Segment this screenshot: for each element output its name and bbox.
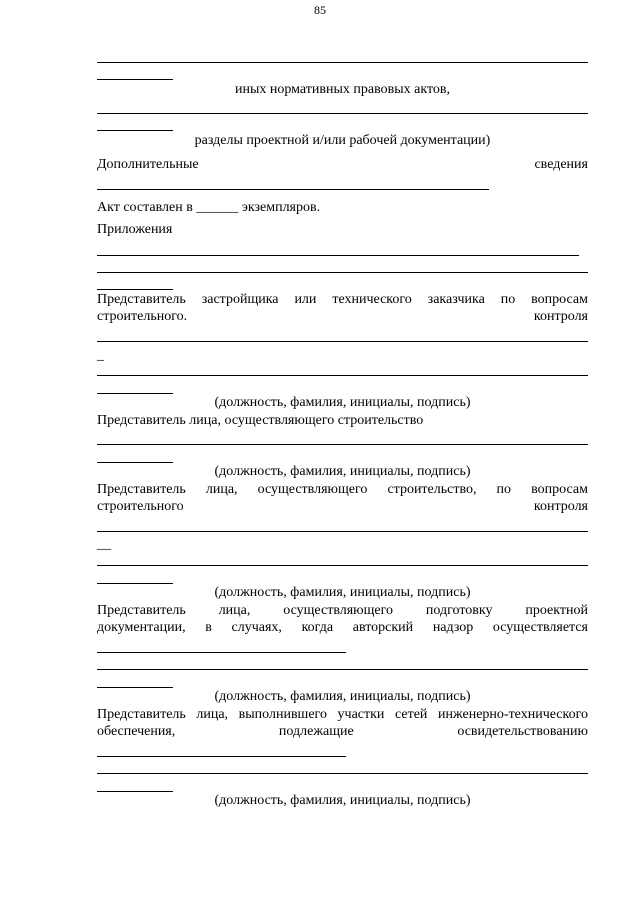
additional-blank-line xyxy=(97,189,489,190)
rep2-blank-line-short xyxy=(97,462,173,463)
word: строительного xyxy=(97,499,184,514)
word: проектной xyxy=(525,603,588,618)
attachments-blank-line xyxy=(97,255,579,256)
blank-line xyxy=(97,62,588,63)
rep5-blank-line-short xyxy=(97,791,173,792)
word: подготовку xyxy=(425,603,493,618)
word: застройщика xyxy=(201,292,279,307)
rep3-dash: __ xyxy=(97,537,111,552)
acts-caption: иных нормативных правовых актов, xyxy=(234,82,451,97)
rep5-blank-line xyxy=(97,756,346,757)
rep1-blank-line xyxy=(97,341,588,342)
rep4-sign-caption: (должность, фамилия, инициалы, подпись) xyxy=(214,689,471,704)
rep4-line1 xyxy=(97,603,588,619)
word: строительство, xyxy=(387,482,477,497)
word: Представитель xyxy=(97,292,186,307)
rep1-line2 xyxy=(97,309,588,325)
blank-line-short xyxy=(97,79,173,80)
additional-right: сведения xyxy=(534,157,588,172)
word: контроля xyxy=(533,499,588,514)
rep2-sign-caption: (должность, фамилия, инициалы, подпись) xyxy=(214,464,471,479)
word: освидетельствованию xyxy=(457,724,588,739)
rep5-blank-line xyxy=(97,773,588,774)
word: лица, xyxy=(205,482,238,497)
rep2-blank-line xyxy=(97,444,588,445)
word: лица, xyxy=(218,603,251,618)
rep3-blank-line xyxy=(97,531,588,532)
word: случаях, xyxy=(231,620,282,635)
word: по xyxy=(496,482,512,497)
rep5-line2 xyxy=(97,724,588,740)
word: осуществляющего xyxy=(283,603,394,618)
rep5-sign-caption: (должность, фамилия, инициалы, подпись) xyxy=(214,793,471,808)
rep1-sign-caption: (должность, фамилия, инициалы, подпись) xyxy=(214,395,471,410)
word: осуществляется xyxy=(492,620,588,635)
rep2-heading: Представитель лица, осуществляющего строительство xyxy=(97,413,424,428)
attachments-blank-line xyxy=(97,272,588,273)
word: документации, xyxy=(97,620,186,635)
word: Представитель xyxy=(97,482,186,497)
page-number: 85 xyxy=(314,3,326,17)
rep3-line2 xyxy=(97,499,588,515)
word: Представитель xyxy=(97,603,186,618)
word: надзор xyxy=(432,620,474,635)
rep4-line2 xyxy=(97,620,588,636)
blank-line xyxy=(97,113,588,114)
word: осуществляющего xyxy=(257,482,368,497)
word: в xyxy=(205,620,212,635)
rep3-sign-caption: (должность, фамилия, инициалы, подпись) xyxy=(214,585,471,600)
rep4-blank-line xyxy=(97,669,588,670)
rep3-line1 xyxy=(97,482,588,498)
attachments-heading: Приложения xyxy=(97,222,173,237)
word: вопросам xyxy=(531,482,588,497)
rep1-dash: _ xyxy=(97,348,104,363)
word: авторский xyxy=(352,620,414,635)
rep3-blank-line-short xyxy=(97,583,173,584)
additional-info-heading xyxy=(97,157,588,173)
rep5-line1: Представитель лица, выполнившего участки сетей инженерно-технического xyxy=(97,707,588,722)
rep1-blank-line-short xyxy=(97,393,173,394)
word: по xyxy=(500,292,516,307)
attachments-blank-line-short xyxy=(97,289,173,290)
word: обеспечения, xyxy=(97,724,176,739)
rep3-blank-line xyxy=(97,565,588,566)
word: заказчика xyxy=(427,292,485,307)
sections-caption: разделы проектной и/или рабочей документации) xyxy=(194,133,491,148)
rep4-blank-line xyxy=(97,652,346,653)
rep1-line1 xyxy=(97,292,588,308)
blank-line-short xyxy=(97,130,173,131)
word: технического xyxy=(332,292,412,307)
rep4-blank-line-short xyxy=(97,687,173,688)
copies-statement: Акт составлен в ______ экземпляров. xyxy=(97,200,321,215)
word: строительного. xyxy=(97,309,188,324)
word: вопросам xyxy=(531,292,588,307)
word: или xyxy=(294,292,317,307)
word: когда xyxy=(301,620,334,635)
additional-left: Дополнительные xyxy=(97,157,199,172)
word: контроля xyxy=(533,309,588,324)
rep1-blank-line xyxy=(97,375,588,376)
word: подлежащие xyxy=(278,724,354,739)
